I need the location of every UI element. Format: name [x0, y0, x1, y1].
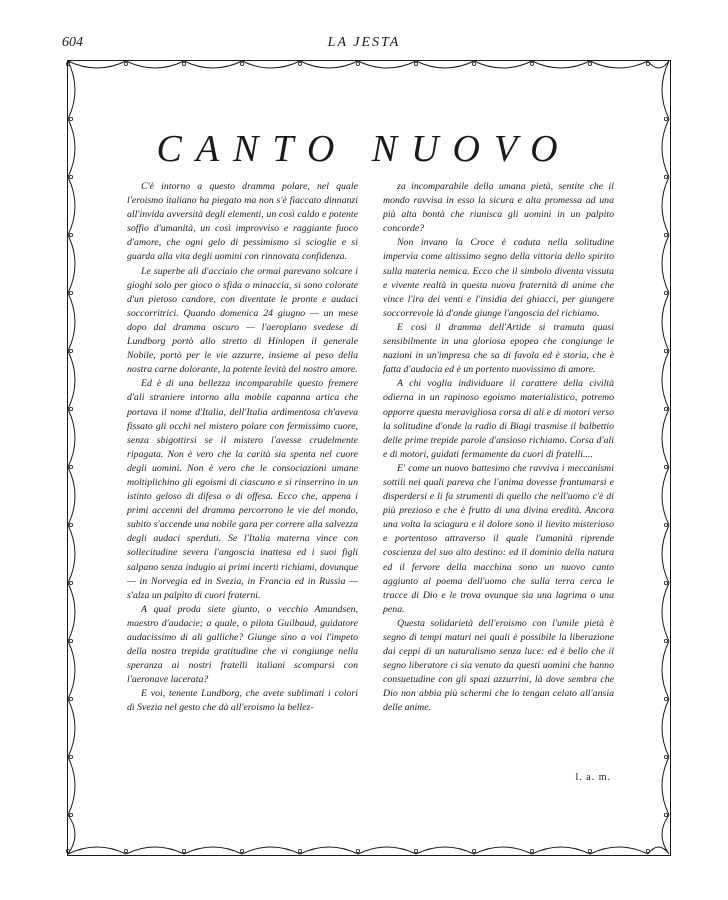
paragraph: Ed è di una bellezza incomparabile questo fremere d'ali straniere intorno alla mobile capanna artica che portava il nome d'Italia, dell'Italia ardimentosa ch'aveva fissato gli occhi nel mistero polare con fermissimo cuore, senza sbigottirsi se il mistero l'avesse crudelmente ripagata. Non è vero che la carità sia spenta nel cuore degli uomini. Non è vero che le consociazioni umane moltiplichino gli egoismi di ciascuno e si rinserrino in un istinto geloso di difesa o di offesa. Ecco che, appena i primi accenni del dramma percorrono le vie del mondo, subito s'accende una nobile gara per correre alla salvezza degli audaci sperduti. Se l'Italia materna vince con sollecitudine severa l'angoscia inattesa ed i suoi figli salpano senza indugio ai primi incerti richiami, dovunque — in Norvegia ed in Svezia, in Francia ed in Russia — s'alza un palpito di cuori fraterni.	[127, 378, 358, 601]
frame-dot	[69, 813, 72, 816]
frame-dot	[356, 849, 359, 852]
frame-dot	[69, 523, 72, 526]
frame-dot	[414, 849, 417, 852]
frame-dot	[182, 849, 185, 852]
frame-dot	[182, 62, 185, 65]
frame-dot	[664, 581, 667, 584]
frame-dot	[588, 849, 591, 852]
author-signature: l. a. m.	[575, 772, 611, 783]
frame-dot	[69, 755, 72, 758]
frame-dot	[530, 849, 533, 852]
frame-dot	[69, 581, 72, 584]
page-number: 604	[62, 35, 83, 50]
frame-dot	[664, 349, 667, 352]
frame-dot	[69, 175, 72, 178]
paragraph: C'è intorno a questo dramma polare, nel quale l'eroismo italiano ha piegato ma non s'è fiaccato dinnanzi all'invida avversità degli elementi, un così caldo e potente soffio d'umanità, un così improvviso e raggiante fuoco d'amore, che ogni gelo di pessimismo si scioglie e si guarda alla vita degli uomini con rinnovata confidenza.	[127, 181, 358, 263]
frame-dot	[588, 62, 591, 65]
article-body	[127, 180, 613, 780]
paragraph: A qual proda siete giunto, o vecchio Amundsen, maestro d'audacie; a quale, o pilota Guilbaud, guidatore audacissimo di ali galliche? Giunge sino a voi l'impeto della nostra trepida gratitudine che vi congiunge nella speranza ai nostri fratelli italiani scomparsi con l'aeronave lacerata?	[127, 603, 358, 686]
frame-dot	[472, 849, 475, 852]
paragraph: Questa solidarietà dell'eroismo con l'umile pietà è segno di tempi maturi nei quali è possibile la liberazione dai ceppi di un naturalismo senza luce: ed è bello che il segno liberatore ci sia venuto da questi uomini che hanno consuetudine con gli spazi azzurrini, là dove sembra che Dio non abbia più schermi che lo tengan celato all'ansia delle anime.	[383, 617, 614, 714]
paragraph: E voi, tenente Lundborg, che avete sublimati i colori di Svezia nel gesto che dà all'eroismo la bellez-	[127, 688, 358, 714]
frame-dot	[664, 175, 667, 178]
paragraph: Le superbe ali d'acciaio che ormai parevano solcare i gioghi solo per gioco o sfida o minaccia, si sono colorate d'un pietoso candore, con diventate le pronte e audaci soccorritrici. Quando domenica 24 giugno — un mese dopo dal dramma oscuro — l'aeroplano svedese di Lundborg portò allo stretto di Hinlopen il generale Nobile, portò per le vie azzurre, insieme al peso della nostra carne dolorante, la potente levità del nostro amore.	[127, 265, 358, 376]
frame-dot	[472, 62, 475, 65]
frame-dot	[664, 813, 667, 816]
paragraph: E' come un nuovo battesimo che ravviva i meccanismi sottili nei quali pareva che l'anima dovesse frantumarsi e disperdersi e li fa strumenti di quello che nell'uomo c'è di più prezioso e che è frutto di una divina eredità. Ancora una volta la sciagura e il dolore sono il lievito misterioso e portentoso attraverso il quale l'umanità riprende coscienza del suo alto destino: ed il dominio della natura ed il fervore della macchina sono un nuovo canto aggiunto al poema dell'uomo che sulla terra cerca le tracce di Dio e le trova ovunque sia una lagrima o una pena.	[383, 462, 614, 615]
frame-dot	[646, 849, 649, 852]
paragraph: za incomparabile della umana pietà, sentite che il mondo ravvisa in esso la sicura e alta promessa ad una più alta bontà che riunisca gli uomini in un palpito concorde?	[383, 181, 614, 235]
frame-dot	[69, 407, 72, 410]
frame-dot	[69, 291, 72, 294]
article-title: CANTO NUOVO	[156, 128, 572, 170]
frame-dot	[664, 523, 667, 526]
frame-dot	[530, 62, 533, 65]
frame-dot	[69, 117, 72, 120]
right-column	[383, 180, 614, 716]
frame-dot	[66, 849, 69, 852]
frame-dot	[664, 697, 667, 700]
paragraph: A chi voglia individuare il carattere della civiltà odierna in un rapinoso egoismo materialistico, potremo opporre questa meravigliosa corsa di ali e di motori verso la solitudine d'onde la radio di Biagi trasmise il balbettio delle prime trepide parole d'ansioso richiamo. Corsa d'ali e di motori, guidati fermamente da cuori di fratelli....	[383, 378, 614, 460]
paragraph: E così il dramma dell'Artide si tramuta quasi sensibilmente in una gloriosa epopea che congiunge le nazioni in un'impresa che sa di favola ed è storia, che è fatta d'audacia ed è un portento nuovissimo di amore.	[383, 321, 614, 376]
frame-dot	[664, 407, 667, 410]
left-column	[127, 180, 358, 716]
frame-dot	[646, 62, 649, 65]
frame-dot	[298, 849, 301, 852]
frame-dot	[664, 117, 667, 120]
frame-dot	[124, 849, 127, 852]
frame-dot	[414, 62, 417, 65]
frame-dot	[664, 755, 667, 758]
frame-dot	[298, 62, 301, 65]
frame-dot	[240, 849, 243, 852]
frame-dot	[664, 639, 667, 642]
frame-dot	[69, 697, 72, 700]
frame-dot	[664, 291, 667, 294]
frame-dot	[69, 349, 72, 352]
frame-dot	[664, 233, 667, 236]
running-title: LA JESTA	[327, 35, 401, 50]
frame-dot	[69, 233, 72, 236]
frame-dot	[664, 465, 667, 468]
paragraph: Non invano la Croce è caduta nella solitudine impervia come altissimo segno della vittoria dello spirito sulla materia nemica. Ecco che il simbolo diventa vissuta e vivente realtà in questa nuova fraternità di anime che vince l'ira dei venti e l'insidia dei ghiacci, per giungere soccorrevole là d'onde giunge l'angoscia del richiamo.	[383, 237, 614, 319]
frame-dot	[240, 62, 243, 65]
frame-dot	[356, 62, 359, 65]
frame-dot	[69, 639, 72, 642]
frame-dot	[69, 465, 72, 468]
frame-dot	[124, 62, 127, 65]
